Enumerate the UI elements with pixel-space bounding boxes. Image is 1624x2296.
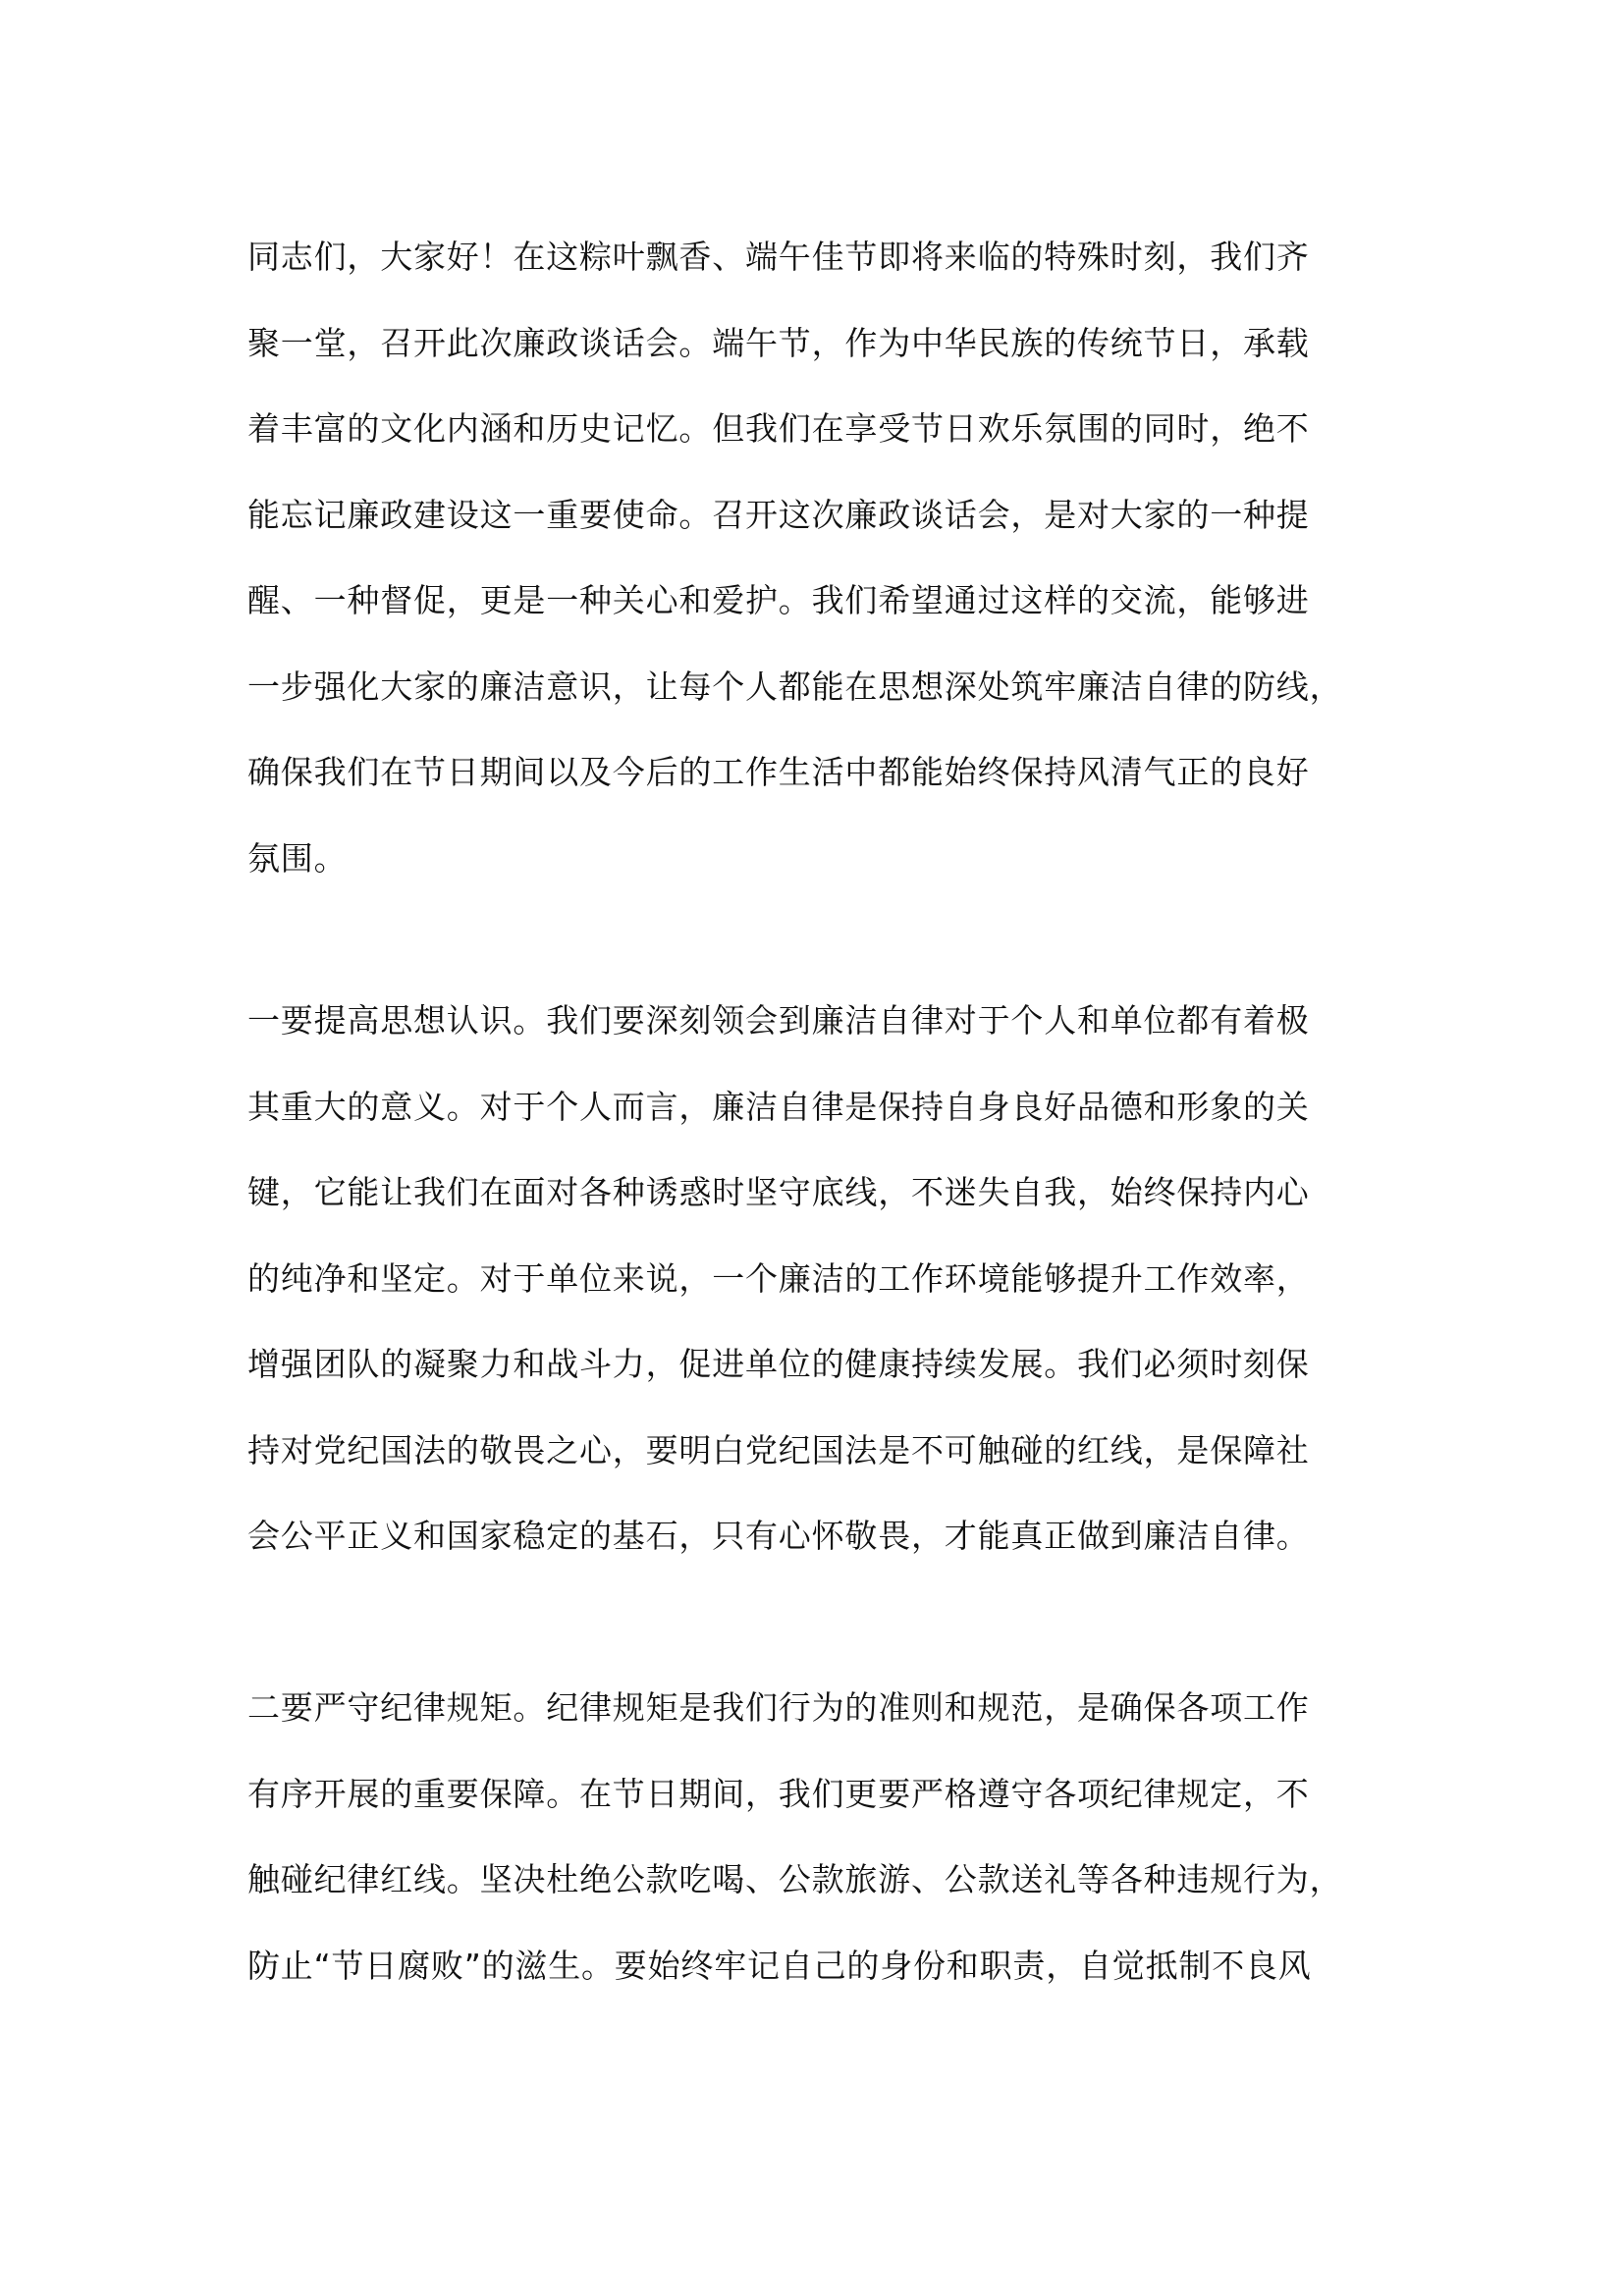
paragraph-point-one xyxy=(247,978,1426,1579)
text-line: 增强团队的凝聚力和战斗力，促进单位的健康持续发展。我们必须时刻保 xyxy=(247,1345,1310,1383)
text-line: 醒、一种督促，更是一种关心和爱护。我们希望通过这样的交流，能够进 xyxy=(247,581,1310,619)
text-line: 确保我们在节日期间以及今后的工作生活中都能始终保持风清气正的良好 xyxy=(247,753,1310,791)
text-line: 能忘记廉政建设这一重要使命。召开这次廉政谈话会，是对大家的一种提 xyxy=(247,495,1310,534)
text-line: 氛围。 xyxy=(247,838,348,878)
text-line: 同志们，大家好！在这粽叶飘香、端午佳节即将来临的特殊时刻，我们齐 xyxy=(247,238,1310,276)
text-line: 其重大的意义。对于个人而言，廉洁自律是保持自身良好品德和形象的关 xyxy=(247,1087,1310,1126)
text-line: 防止“节日腐败”的滋生。要始终牢记自己的身份和职责，自觉抵制不良风 xyxy=(247,1946,1312,1985)
paragraph-opening xyxy=(247,214,1426,901)
paragraph-point-two xyxy=(247,1665,1426,2008)
text-line: 键，它能让我们在面对各种诱惑时坚守底线，不迷失自我，始终保持内心 xyxy=(247,1173,1310,1211)
text-line: 的纯净和坚定。对于单位来说，一个廉洁的工作环境能够提升工作效率， xyxy=(247,1258,1310,1298)
text-line: 二要严守纪律规矩。纪律规矩是我们行为的准则和规范，是确保各项工作 xyxy=(247,1688,1310,1727)
text-line: 有序开展的重要保障。在节日期间，我们更要严格遵守各项纪律规定，不 xyxy=(247,1774,1310,1813)
text-line: 着丰富的文化内涵和历史记忆。但我们在享受节日欢乐氛围的同时，绝不 xyxy=(247,409,1310,448)
text-line: 一步强化大家的廉洁意识，让每个人都能在思想深处筑牢廉洁自律的防线， xyxy=(247,667,1343,706)
text-line: 会公平正义和国家稳定的基石，只有心怀敬畏，才能真正做到廉洁自律。 xyxy=(247,1517,1310,1555)
text-line: 触碰纪律红线。坚决杜绝公款吃喝、公款旅游、公款送礼等各种违规行为， xyxy=(247,1860,1343,1898)
text-line: 持对党纪国法的敬畏之心，要明白党纪国法是不可触碰的红线，是保障社 xyxy=(247,1430,1310,1469)
text-line: 聚一堂，召开此次廉政谈话会。端午节，作为中华民族的传统节日，承载 xyxy=(247,323,1310,362)
text-line: 一要提高思想认识。我们要深刻领会到廉洁自律对于个人和单位都有着极 xyxy=(247,1001,1310,1040)
